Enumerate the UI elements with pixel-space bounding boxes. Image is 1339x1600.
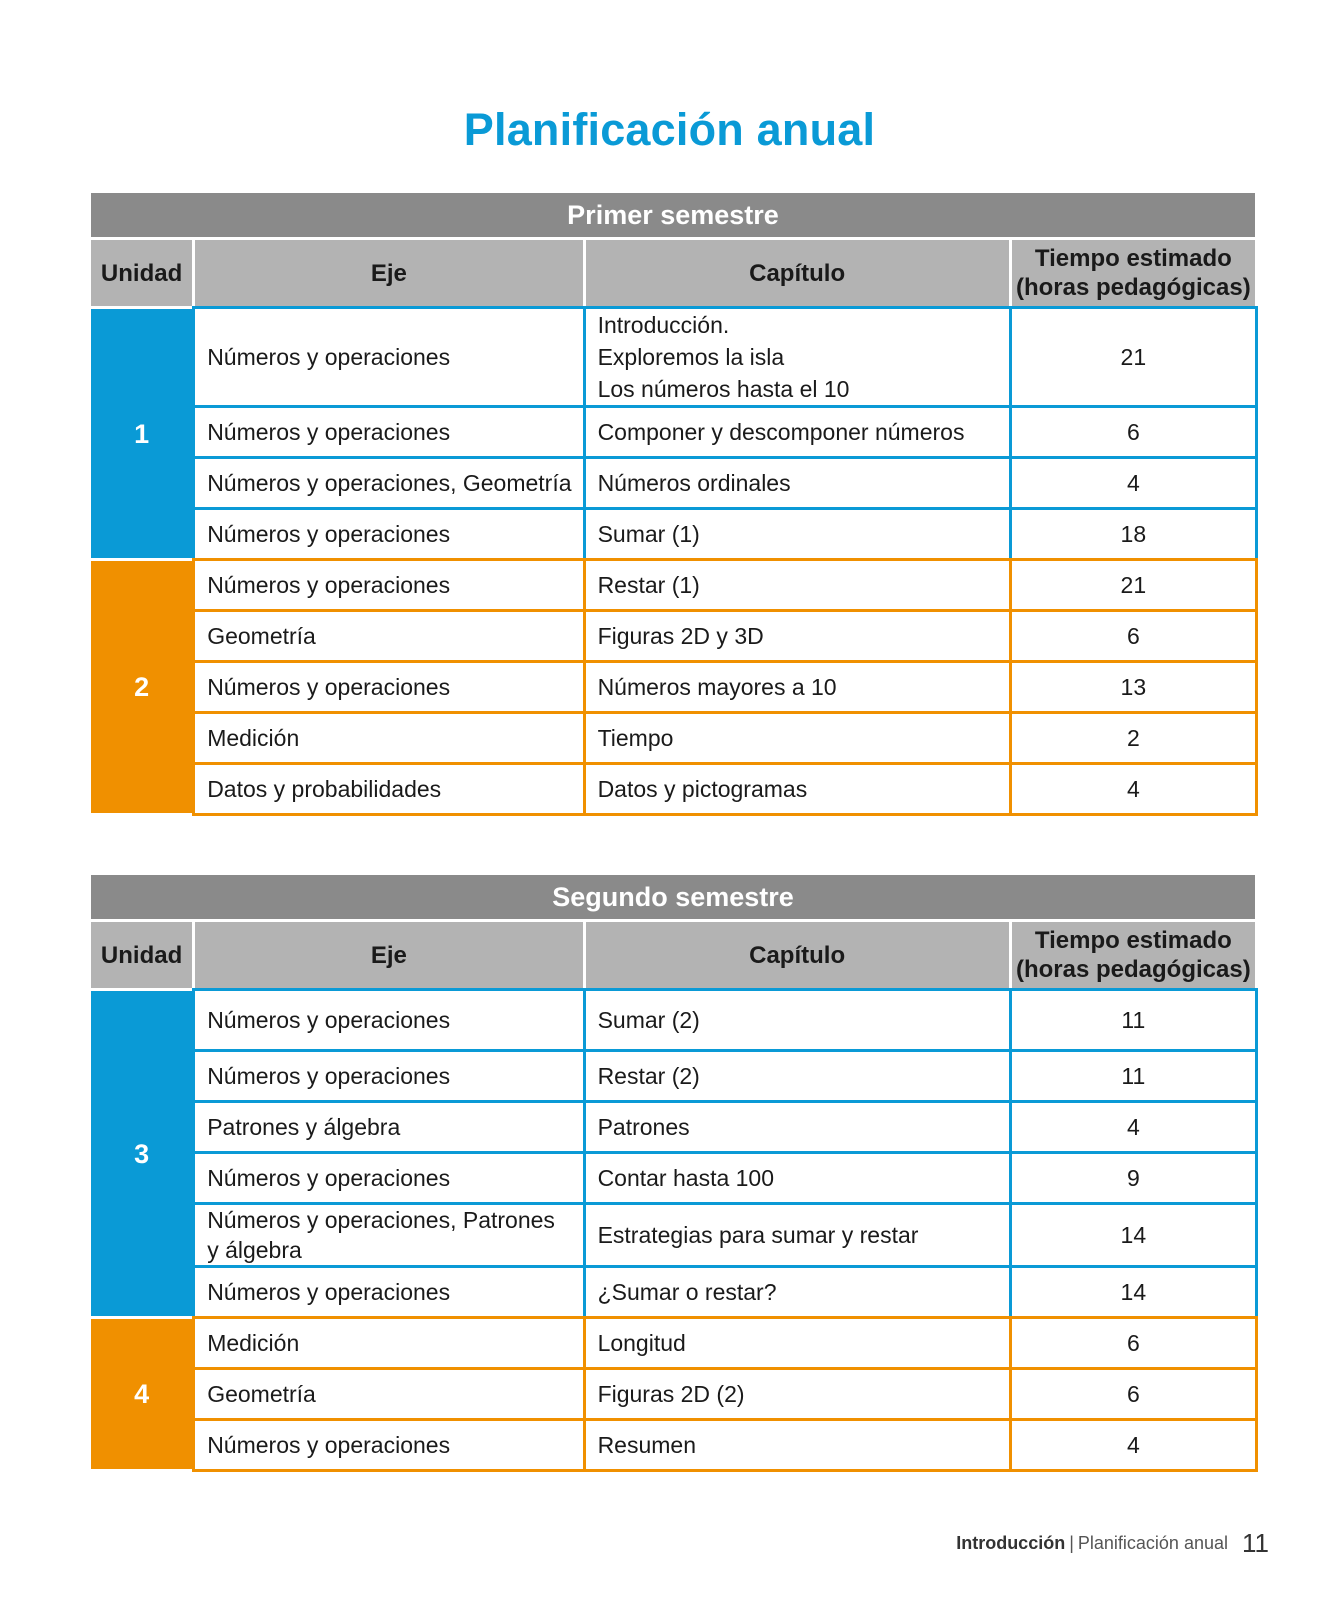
eje-cell: Números y operaciones	[195, 1154, 582, 1202]
table-row	[91, 991, 1255, 1049]
eje-cell: Números y operaciones	[195, 991, 582, 1049]
table-row	[91, 309, 1255, 405]
capitulo-cell	[586, 1205, 1009, 1265]
tiempo-cell: 9	[1012, 1154, 1255, 1202]
page-number: 11	[1242, 1528, 1269, 1558]
capitulo-line: Contar hasta 100	[597, 1165, 775, 1191]
column-header-tiempo-line1: Tiempo estimado	[1034, 927, 1232, 954]
tiempo-cell: 6	[1012, 408, 1255, 456]
capitulo-cell	[586, 459, 1009, 507]
eje-cell: Números y operaciones	[195, 510, 582, 558]
second-semester-table	[88, 872, 1258, 1472]
capitulo-line: Longitud	[597, 1330, 686, 1356]
footer-section: Introducción	[956, 1533, 1066, 1553]
page-footer	[956, 1528, 1269, 1559]
capitulo-cell	[586, 1421, 1009, 1469]
tiempo-cell: 4	[1012, 1103, 1255, 1151]
footer-separator: |	[1069, 1533, 1074, 1553]
capitulo-cell	[586, 612, 1009, 660]
tiempo-cell: 11	[1012, 991, 1255, 1049]
footer-subsection: Planificación anual	[1077, 1533, 1228, 1553]
table-row	[91, 1205, 1255, 1265]
eje-cell: Geometría	[195, 1370, 582, 1418]
column-header-tiempo-line2: (horas pedagógicas)	[1015, 274, 1251, 301]
eje-cell: Números y operaciones	[195, 1052, 582, 1100]
table-row	[91, 459, 1255, 507]
tiempo-cell: 14	[1012, 1205, 1255, 1265]
capitulo-cell	[586, 510, 1009, 558]
page-title: Planificación anual	[463, 104, 876, 155]
capitulo-cell	[586, 1370, 1009, 1418]
capitulo-cell	[586, 561, 1009, 609]
table-row	[91, 1319, 1255, 1367]
eje-cell: Números y operaciones	[195, 561, 582, 609]
table-row	[91, 1370, 1255, 1418]
table-row	[91, 1154, 1255, 1202]
column-header-unidad: Unidad	[91, 240, 192, 306]
table-row	[91, 612, 1255, 660]
capitulo-cell	[586, 1319, 1009, 1367]
column-header-tiempo	[1012, 922, 1255, 988]
first-semester-table	[88, 190, 1258, 816]
eje-cell: Medición	[195, 714, 582, 762]
tiempo-cell: 21	[1012, 309, 1255, 405]
tiempo-cell: 4	[1012, 1421, 1255, 1469]
semester-title: Segundo semestre	[91, 875, 1255, 919]
tiempo-cell: 18	[1012, 510, 1255, 558]
eje-cell: Números y operaciones, Patrones y álgebra	[195, 1205, 582, 1265]
capitulo-cell	[586, 991, 1009, 1049]
column-header-eje: Eje	[195, 240, 582, 306]
capitulo-line: Tiempo	[597, 725, 674, 751]
capitulo-line: ¿Sumar o restar?	[597, 1279, 777, 1305]
semester-title: Primer semestre	[91, 193, 1255, 237]
capitulo-cell	[586, 1103, 1009, 1151]
capitulo-cell	[586, 1052, 1009, 1100]
tiempo-cell: 6	[1012, 1319, 1255, 1367]
eje-cell: Patrones y álgebra	[195, 1103, 582, 1151]
table-row	[91, 561, 1255, 609]
eje-cell: Números y operaciones	[195, 663, 582, 711]
eje-cell: Números y operaciones	[195, 408, 582, 456]
tiempo-cell: 14	[1012, 1268, 1255, 1316]
eje-cell: Números y operaciones	[195, 1268, 582, 1316]
column-header-capitulo: Capítulo	[586, 922, 1009, 988]
capitulo-cell	[586, 408, 1009, 456]
capitulo-line: Patrones	[597, 1114, 690, 1140]
unit-number-cell: 4	[91, 1319, 192, 1469]
column-header-tiempo	[1012, 240, 1255, 306]
eje-cell: Números y operaciones	[195, 1421, 582, 1469]
table-row	[91, 1103, 1255, 1151]
column-header-capitulo: Capítulo	[586, 240, 1009, 306]
capitulo-line: Números mayores a 10	[597, 674, 837, 700]
tiempo-cell: 4	[1012, 765, 1255, 813]
capitulo-cell	[586, 309, 1009, 405]
capitulo-line: Los números hasta el 10	[597, 376, 850, 402]
unit-number-cell: 1	[91, 309, 192, 558]
column-header-unidad: Unidad	[91, 922, 192, 988]
column-header-tiempo-line1: Tiempo estimado	[1034, 245, 1232, 272]
capitulo-line: Sumar (2)	[597, 1007, 700, 1033]
tiempo-cell: 6	[1012, 612, 1255, 660]
capitulo-cell	[586, 1268, 1009, 1316]
eje-cell: Números y operaciones	[195, 309, 582, 405]
capitulo-line: Números ordinales	[597, 470, 791, 496]
tiempo-cell: 13	[1012, 663, 1255, 711]
unit-number-cell: 3	[91, 991, 192, 1316]
capitulo-line: Figuras 2D y 3D	[597, 623, 764, 649]
table-row	[91, 408, 1255, 456]
capitulo-line: Restar (1)	[597, 572, 700, 598]
eje-cell: Datos y probabilidades	[195, 765, 582, 813]
table-row	[91, 1268, 1255, 1316]
capitulo-line: Componer y descomponer números	[597, 419, 965, 445]
tiempo-cell: 6	[1012, 1370, 1255, 1418]
capitulo-cell	[586, 765, 1009, 813]
column-header-eje: Eje	[195, 922, 582, 988]
eje-cell: Medición	[195, 1319, 582, 1367]
capitulo-line: Resumen	[597, 1432, 696, 1458]
capitulo-cell	[586, 1154, 1009, 1202]
capitulo-line: Sumar (1)	[597, 521, 700, 547]
capitulo-line: Introducción.	[597, 312, 730, 338]
table-row	[91, 1052, 1255, 1100]
eje-cell: Geometría	[195, 612, 582, 660]
capitulo-line: Exploremos la isla	[597, 344, 785, 370]
eje-cell: Números y operaciones, Geometría	[195, 459, 582, 507]
table-row	[91, 510, 1255, 558]
tiempo-cell: 21	[1012, 561, 1255, 609]
capitulo-line: Estrategias para sumar y restar	[597, 1222, 919, 1248]
capitulo-line: Datos y pictogramas	[597, 776, 808, 802]
capitulo-cell	[586, 663, 1009, 711]
capitulo-line: Restar (2)	[597, 1063, 700, 1089]
table-row	[91, 765, 1255, 813]
tiempo-cell: 4	[1012, 459, 1255, 507]
table-row	[91, 663, 1255, 711]
capitulo-line: Figuras 2D (2)	[597, 1381, 745, 1407]
capitulo-cell	[586, 714, 1009, 762]
table-row	[91, 714, 1255, 762]
table-row	[91, 1421, 1255, 1469]
unit-number-cell: 2	[91, 561, 192, 813]
column-header-tiempo-line2: (horas pedagógicas)	[1015, 956, 1251, 983]
tiempo-cell: 2	[1012, 714, 1255, 762]
tiempo-cell: 11	[1012, 1052, 1255, 1100]
